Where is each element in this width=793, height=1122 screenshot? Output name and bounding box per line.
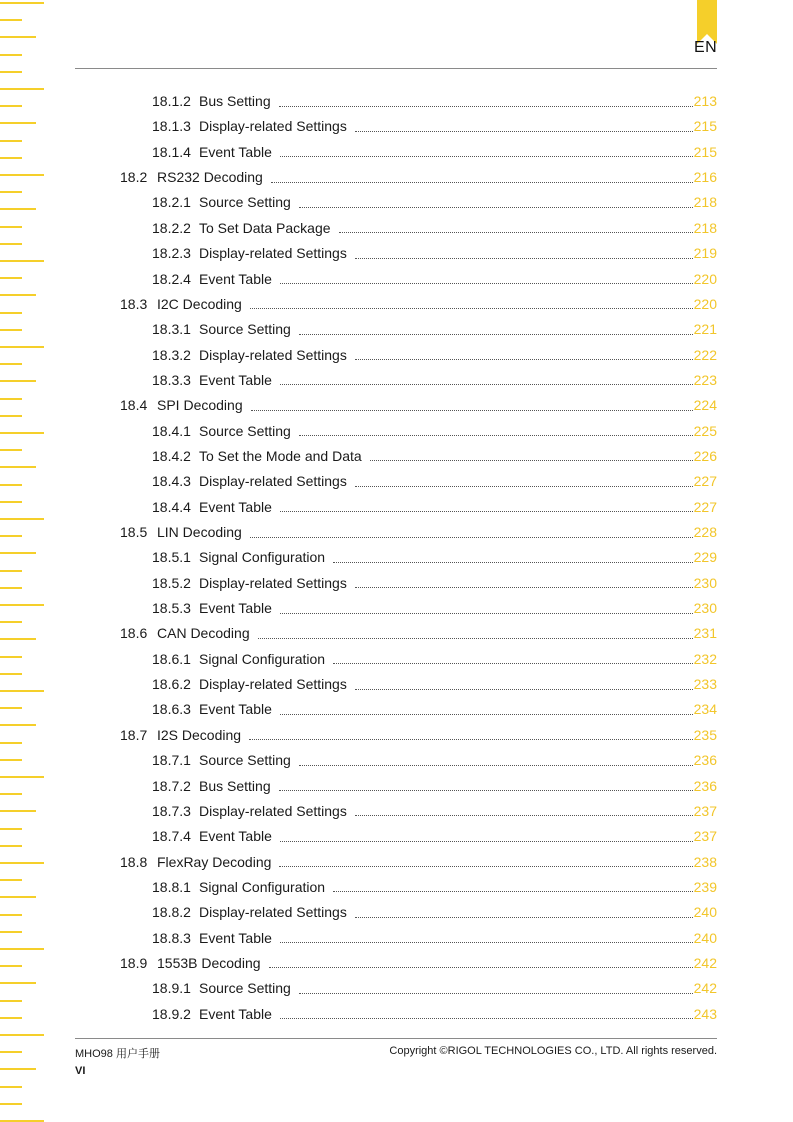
toc-entry-page-link[interactable]: 216 [693, 169, 717, 186]
toc-entry-number: 18.5.3 [152, 600, 191, 616]
language-label: EN [694, 39, 718, 56]
toc-entry-page-link[interactable]: 215 [693, 143, 717, 160]
toc-entry-page-link[interactable]: 218 [693, 194, 717, 211]
ruler-tick [0, 415, 22, 417]
toc-entry-page-link[interactable]: 243 [693, 1005, 717, 1022]
ruler-tick [0, 896, 36, 898]
toc-entry[interactable] [152, 672, 717, 696]
ruler-tick [0, 174, 44, 176]
toc-entry-number: 18.8.1 [152, 878, 191, 895]
toc-entry-page-link[interactable]: 224 [693, 397, 717, 414]
toc-dot-leader [251, 409, 693, 411]
ruler-tick [0, 88, 44, 90]
toc-entry-page-link[interactable]: 242 [693, 954, 717, 971]
toc-entry-number: 18.7 [120, 726, 148, 743]
toc-entry-number: 18.9.2 [152, 1005, 191, 1022]
toc-entry-page-link[interactable]: 226 [693, 447, 717, 464]
ruler-tick [0, 862, 44, 864]
toc-entry-title: Display-related Settings [199, 473, 347, 490]
ruler-tick [0, 1103, 22, 1105]
toc-dot-leader [271, 181, 693, 183]
toc-entry-page-link[interactable]: 227 [693, 473, 717, 490]
toc-entry-page-link[interactable]: 221 [693, 321, 717, 338]
toc-dot-leader [333, 662, 693, 664]
toc-dot-leader [355, 358, 693, 360]
ruler-tick [0, 122, 36, 124]
toc-entry-title: Event Table [199, 929, 272, 946]
ruler-tick [0, 71, 22, 73]
toc-entry[interactable] [120, 723, 717, 747]
toc-entry-page-link[interactable]: 223 [693, 371, 717, 388]
toc-entry-page-link[interactable]: 213 [693, 93, 717, 109]
toc-entry-page-link[interactable]: 242 [693, 980, 717, 997]
page-number: VI [75, 1065, 86, 1077]
toc-entry-title: To Set Data Package [199, 219, 331, 236]
toc-entry-number: 18.4.3 [152, 473, 191, 490]
ruler-tick [0, 879, 22, 881]
ruler-tick [0, 1051, 22, 1053]
toc-entry-title: Display-related Settings [199, 676, 347, 693]
toc-dot-leader [299, 434, 693, 436]
toc-entry[interactable] [152, 1002, 717, 1026]
ruler-tick [0, 243, 22, 245]
toc-entry-number: 18.3.3 [152, 371, 191, 388]
ruler-tick [0, 604, 44, 606]
toc-entry-title: Source Setting [199, 321, 291, 338]
toc-entry[interactable] [152, 875, 717, 899]
ruler-tick [0, 277, 22, 279]
toc-entry[interactable] [152, 596, 717, 620]
toc-entry-number: 18.8.2 [152, 904, 191, 921]
toc-dot-leader [280, 612, 693, 614]
toc-entry-number: 18.9 [120, 954, 148, 971]
ruler-tick [0, 1068, 36, 1070]
toc-entry-title: Source Setting [199, 980, 291, 997]
toc-dot-leader [355, 130, 693, 132]
ruler-tick [0, 810, 36, 812]
toc-entry-number: 18.3.1 [152, 321, 191, 338]
toc-entry-title: LIN Decoding [157, 524, 242, 540]
ruler-tick [0, 312, 22, 314]
toc-entry[interactable] [152, 444, 717, 468]
toc-entry-title: Display-related Settings [199, 574, 347, 591]
ruler-tick [0, 518, 44, 520]
toc-entry[interactable] [152, 190, 717, 214]
toc-entry[interactable] [152, 647, 717, 671]
toc-entry-number: 18.2.3 [152, 245, 191, 262]
toc-entry-page-link[interactable]: 220 [693, 270, 717, 287]
toc-entry-number: 18.2 [120, 169, 148, 186]
toc-dot-leader [299, 764, 693, 766]
ruler-tick [0, 707, 22, 709]
toc-entry-title: Display-related Settings [199, 904, 347, 921]
toc-entry[interactable] [152, 140, 717, 164]
toc-dot-leader [279, 789, 693, 791]
toc-entry-page-link[interactable]: 227 [693, 498, 717, 515]
toc-entry-title: Display-related Settings [199, 346, 347, 363]
toc-entry-title: CAN Decoding [157, 625, 250, 642]
toc-entry-page-link[interactable]: 220 [693, 295, 717, 312]
ruler-tick [0, 191, 22, 193]
toc-entry-title: Event Table [199, 498, 272, 515]
ruler-tick [0, 673, 22, 675]
ruler-tick [0, 501, 22, 503]
toc-entry-title: Display-related Settings [199, 245, 347, 262]
ruler-tick [0, 449, 22, 451]
toc-entry-number: 18.5.2 [152, 574, 191, 591]
toc-entry-number: 18.6.3 [152, 701, 191, 718]
toc-entry-title: Event Table [199, 143, 272, 160]
ruler-tick [0, 570, 22, 572]
toc-entry-title: Event Table [199, 828, 272, 845]
toc-entry-title: Display-related Settings [199, 802, 347, 819]
toc-entry[interactable] [152, 419, 717, 443]
ruler-tick [0, 535, 22, 537]
toc-entry-number: 18.3 [120, 295, 148, 312]
toc-entry-number: 18.8.3 [152, 929, 191, 946]
toc-dot-leader [370, 459, 693, 461]
toc-entry[interactable] [152, 317, 717, 341]
toc-entry-title: Signal Configuration [199, 878, 326, 895]
toc-entry[interactable] [120, 951, 717, 975]
toc-entry-title: Display-related Settings [199, 118, 347, 135]
toc-entry-title: Bus Setting [199, 777, 271, 794]
toc-entry-number: 18.4 [120, 397, 148, 414]
ruler-tick [0, 363, 22, 365]
toc-entry-title: RS232 Decoding [157, 169, 263, 186]
toc-entry-page-link[interactable]: 230 [693, 574, 717, 591]
toc-entry[interactable] [152, 469, 717, 493]
toc-entry-page-link[interactable]: 235 [693, 726, 717, 743]
toc-entry[interactable] [152, 824, 717, 848]
toc-entry-title: Event Table [199, 600, 272, 616]
toc-entry-number: 18.8 [120, 853, 148, 870]
toc-entry-page-link[interactable]: 240 [693, 929, 717, 946]
ruler-tick [0, 54, 22, 56]
toc-entry-number: 18.6 [120, 625, 148, 642]
toc-dot-leader [250, 307, 693, 309]
toc-entry-page-link[interactable]: 231 [693, 625, 717, 642]
ruler-tick [0, 587, 22, 589]
ruler-tick [0, 948, 44, 950]
toc-dot-leader [355, 688, 693, 690]
toc-entry[interactable] [120, 520, 717, 544]
ruler-tick [0, 208, 36, 210]
ruler-tick [0, 656, 22, 658]
toc-entry[interactable] [152, 926, 717, 950]
ruler-tick [0, 140, 22, 142]
toc-entry-page-link[interactable]: 240 [693, 904, 717, 921]
ruler-tick [0, 1000, 22, 1002]
toc-entry-number: 18.7.2 [152, 777, 191, 794]
toc-dot-leader [355, 485, 693, 487]
ruler-tick [0, 690, 44, 692]
ruler-tick [0, 621, 22, 623]
ruler-tick [0, 329, 22, 331]
toc-entry-page-link[interactable]: 236 [693, 752, 717, 769]
toc-dot-leader [279, 105, 693, 107]
ruler-tick [0, 294, 36, 296]
toc-dot-leader [280, 713, 693, 715]
toc-entry[interactable] [152, 900, 717, 924]
toc-entry-page-link[interactable]: 239 [693, 878, 717, 895]
toc-dot-leader [280, 840, 693, 842]
toc-entry-title: To Set the Mode and Data [199, 447, 362, 464]
toc-entry-number: 18.7.1 [152, 752, 191, 769]
toc-entry[interactable] [120, 165, 717, 189]
ruler-tick [0, 931, 22, 933]
toc-dot-leader [280, 510, 693, 512]
toc-entry-title: Event Table [199, 1005, 272, 1022]
toc-dot-leader [355, 916, 693, 918]
toc-entry-page-link[interactable]: 225 [693, 422, 717, 439]
toc-entry[interactable] [152, 697, 717, 721]
toc-entry[interactable] [152, 368, 717, 392]
toc-entry-number: 18.7.3 [152, 802, 191, 819]
toc-dot-leader [280, 941, 693, 943]
ruler-tick [0, 1086, 22, 1088]
toc-dot-leader [258, 637, 693, 639]
toc-entry-number: 18.1.3 [152, 118, 191, 135]
toc-entry[interactable] [152, 495, 717, 519]
footer-rule [75, 1038, 717, 1039]
toc-entry-title: FlexRay Decoding [157, 853, 272, 870]
ruler-tick [0, 466, 36, 468]
toc-entry[interactable] [152, 748, 717, 772]
ruler-tick [0, 759, 22, 761]
toc-entry-number: 18.7.4 [152, 828, 191, 845]
ruler-tick [0, 19, 22, 21]
toc-dot-leader [269, 966, 693, 968]
toc-dot-leader [249, 738, 693, 740]
toc-entry-title: Source Setting [199, 752, 291, 769]
toc-entry-title: 1553B Decoding [157, 954, 261, 971]
toc-entry-number: 18.2.4 [152, 270, 191, 287]
toc-entry-page-link[interactable]: 232 [693, 650, 717, 667]
toc-entry-page-link[interactable]: 230 [693, 600, 717, 616]
toc-entry-page-link[interactable]: 218 [693, 219, 717, 236]
toc-entry-page-link[interactable]: 228 [693, 524, 717, 540]
toc-entry-title: Source Setting [199, 422, 291, 439]
toc-entry-title: SPI Decoding [157, 397, 243, 414]
toc-entry-number: 18.1.4 [152, 143, 191, 160]
toc-entry-page-link[interactable]: 219 [693, 245, 717, 262]
toc-dot-leader [279, 865, 692, 867]
ruler-tick [0, 380, 36, 382]
toc-entry-title: Bus Setting [199, 93, 271, 109]
toc-entry[interactable] [152, 216, 717, 240]
toc-entry[interactable] [152, 343, 717, 367]
ruler-tick [0, 828, 22, 830]
toc-entry-number: 18.4.1 [152, 422, 191, 439]
toc-entry[interactable] [120, 393, 717, 417]
toc-entry-number: 18.4.2 [152, 447, 191, 464]
toc-dot-leader [280, 383, 693, 385]
toc-entry-page-link[interactable]: 236 [693, 777, 717, 794]
ruler-tick [0, 484, 22, 486]
toc-entry-page-link[interactable]: 233 [693, 676, 717, 693]
ruler-tick [0, 1017, 22, 1019]
ruler-tick [0, 845, 22, 847]
toc-dot-leader [355, 814, 693, 816]
ruler-tick [0, 638, 36, 640]
toc-entry-title: Event Table [199, 270, 272, 287]
ruler-tick [0, 226, 22, 228]
toc-entry-number: 18.2.1 [152, 194, 191, 211]
toc-entry[interactable] [152, 571, 717, 595]
toc-entry-number: 18.4.4 [152, 498, 191, 515]
toc-entry-number: 18.2.2 [152, 219, 191, 236]
toc-entry[interactable] [152, 89, 717, 113]
header-rule [75, 68, 717, 69]
toc-entry-page-link[interactable]: 215 [693, 118, 717, 135]
toc-dot-leader [355, 586, 693, 588]
toc-entry[interactable] [120, 292, 717, 316]
toc-entry-title: I2S Decoding [157, 726, 242, 743]
footer-copyright: Copyright ©RIGOL TECHNOLOGIES CO., LTD. All rights reserved. [389, 1045, 717, 1057]
toc-entry-title: Signal Configuration [199, 549, 326, 566]
toc-entry-page-link[interactable]: 234 [693, 701, 717, 718]
toc-entry-number: 18.6.1 [152, 650, 191, 667]
ruler-tick [0, 982, 36, 984]
toc-entry-title: Source Setting [199, 194, 291, 211]
toc-entry-number: 18.5.1 [152, 549, 191, 566]
ruler-tick [0, 157, 22, 159]
ruler-tick [0, 105, 22, 107]
toc-entry-title: Signal Configuration [199, 650, 326, 667]
ruler-tick [0, 36, 36, 38]
ruler-tick [0, 776, 44, 778]
ruler-tick [0, 742, 22, 744]
toc-dot-leader [299, 206, 693, 208]
toc-entry-title: I2C Decoding [157, 295, 242, 312]
toc-entry[interactable] [152, 267, 717, 291]
toc-entry-number: 18.6.2 [152, 676, 191, 693]
toc-dot-leader [280, 1017, 693, 1019]
toc-dot-leader [333, 890, 693, 892]
toc-dot-leader [355, 257, 693, 259]
ruler-tick [0, 260, 44, 262]
toc-entry[interactable] [120, 850, 717, 874]
ruler-tick [0, 1034, 44, 1036]
ruler-tick [0, 793, 22, 795]
toc-entry[interactable] [120, 621, 717, 645]
toc-entry[interactable] [152, 799, 717, 823]
toc-dot-leader [280, 155, 693, 157]
toc-entry-page-link[interactable]: 222 [693, 346, 717, 363]
toc-dot-leader [333, 561, 693, 563]
ruler-tick [0, 965, 22, 967]
toc-dot-leader [250, 536, 693, 538]
language-tab [697, 0, 717, 34]
toc-entry[interactable] [152, 241, 717, 265]
toc-entry[interactable] [152, 114, 717, 138]
toc-entry[interactable] [152, 774, 717, 798]
toc-entry-title: Event Table [199, 371, 272, 388]
toc-entry-number: 18.9.1 [152, 980, 191, 997]
footer-manual-title: MHO98 用户手册 [75, 1048, 160, 1060]
ruler-tick [0, 552, 36, 554]
toc-entry-page-link[interactable]: 237 [693, 828, 717, 845]
margin-ruler-decoration [0, 0, 48, 1122]
ruler-tick [0, 432, 44, 434]
toc-entry[interactable] [152, 545, 717, 569]
ruler-tick [0, 914, 22, 916]
toc-entry-number: 18.1.2 [152, 93, 191, 109]
toc-entry[interactable] [152, 976, 717, 1000]
toc-dot-leader [299, 333, 693, 335]
toc-entry-title: Event Table [199, 701, 272, 718]
ruler-tick [0, 724, 36, 726]
toc-dot-leader [299, 992, 693, 994]
toc-entry-page-link[interactable]: 237 [693, 802, 717, 819]
toc-entry-page-link[interactable]: 238 [693, 853, 717, 870]
toc-dot-leader [339, 231, 693, 233]
ruler-tick [0, 2, 44, 4]
toc-entry-number: 18.5 [120, 524, 148, 540]
ruler-tick [0, 398, 22, 400]
ruler-tick [0, 346, 44, 348]
toc-entry-page-link[interactable]: 229 [693, 549, 717, 566]
toc-dot-leader [280, 282, 693, 284]
toc-entry-number: 18.3.2 [152, 346, 191, 363]
